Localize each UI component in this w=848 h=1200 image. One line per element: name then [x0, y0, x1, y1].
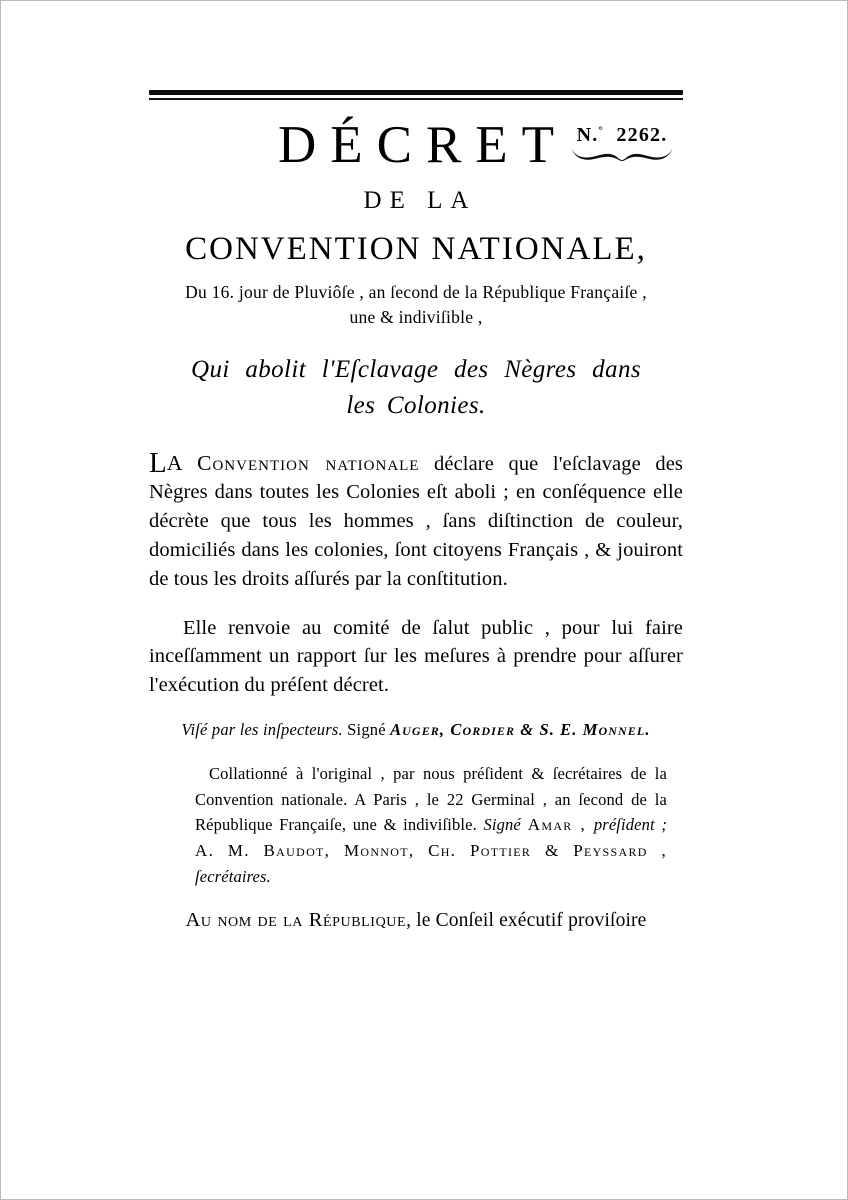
masthead — [149, 118, 683, 424]
document-content — [149, 1, 683, 932]
closing-smallcaps: Au nom de la République — [185, 909, 407, 931]
rule-thick — [149, 90, 683, 95]
document-number-text — [557, 124, 687, 147]
subject-heading — [149, 352, 683, 424]
document-title: DÉCRET — [277, 116, 569, 174]
closing-rest: , le Conſeil exécutif proviſoire — [406, 910, 647, 931]
body-paragraph-1 — [149, 448, 683, 593]
title-row — [149, 118, 683, 173]
visa-signe: Signé — [342, 720, 391, 740]
of-the-line: DE LA — [363, 187, 477, 215]
dateline — [149, 280, 683, 330]
collation-secretary-names: A. M. Baudot, Monnot, Ch. Pottier & Peyssard , — [195, 840, 667, 860]
visa-prefix: Viſé par les inſpecteurs. — [181, 720, 343, 740]
subject-line-1: Qui abolit l'Eſclavage des Nègres dans — [191, 355, 641, 383]
drop-cap: L — [149, 446, 167, 479]
collation-text: Collationné à l'original , par nous préſident & ſecrétaires de la Convention nationale. A Paris , le 22 Germinal , an ſecond de la République Françaiſe, une & indiviſible. — [195, 764, 667, 834]
number-value: 2262. — [616, 124, 668, 147]
brace-ornament — [570, 145, 674, 161]
body-paragraph-1-text: déclare que l'eſclavage des Nègres dans toutes les Colonies eſt aboli ; en conſéquence elle décrète que tous les hommes , ſans diſtinction de couleur, domiciliés dans les colonies, ſont citoyens Français , & jouiront de tous les droits aſſurés par la conſtitution. — [149, 452, 683, 590]
body-paragraph-2: Elle renvoie au comité de ſalut public , pour lui faire inceſſamment un rapport ſur les meſures à prendre pour aſſurer l'exécution du préſent décret. — [149, 616, 683, 697]
visa-line — [149, 720, 683, 740]
dateline-line-2: une & indiviſible , — [349, 306, 483, 327]
collation-president: préſident ; — [593, 814, 667, 834]
top-double-rule — [149, 90, 683, 100]
decree-body — [149, 448, 683, 700]
collation-signe: Signé — [483, 814, 521, 834]
visa-signatories: Auger, Cordier & S. E. Monnel. — [390, 720, 651, 740]
issuer-line: CONVENTION NATIONALE, — [185, 231, 647, 268]
drop-cap-rest: A — [166, 450, 183, 475]
number-superscript: ° — [598, 124, 605, 137]
rule-thin — [149, 98, 683, 100]
body-smallcaps-convention: Convention nationale — [197, 450, 420, 475]
number-label: N. — [576, 124, 599, 147]
collation-block — [195, 761, 667, 889]
collation-secretaries-label: ſecrétaires. — [195, 866, 271, 886]
dateline-line-1: Du 16. jour de Pluviôſe , an ſecond de la République Françaiſe , — [185, 282, 647, 303]
closing-line — [149, 909, 683, 932]
collation-name-amar: Amar , — [520, 814, 594, 834]
document-number — [557, 124, 687, 161]
subject-line-2: les Colonies. — [346, 391, 486, 419]
